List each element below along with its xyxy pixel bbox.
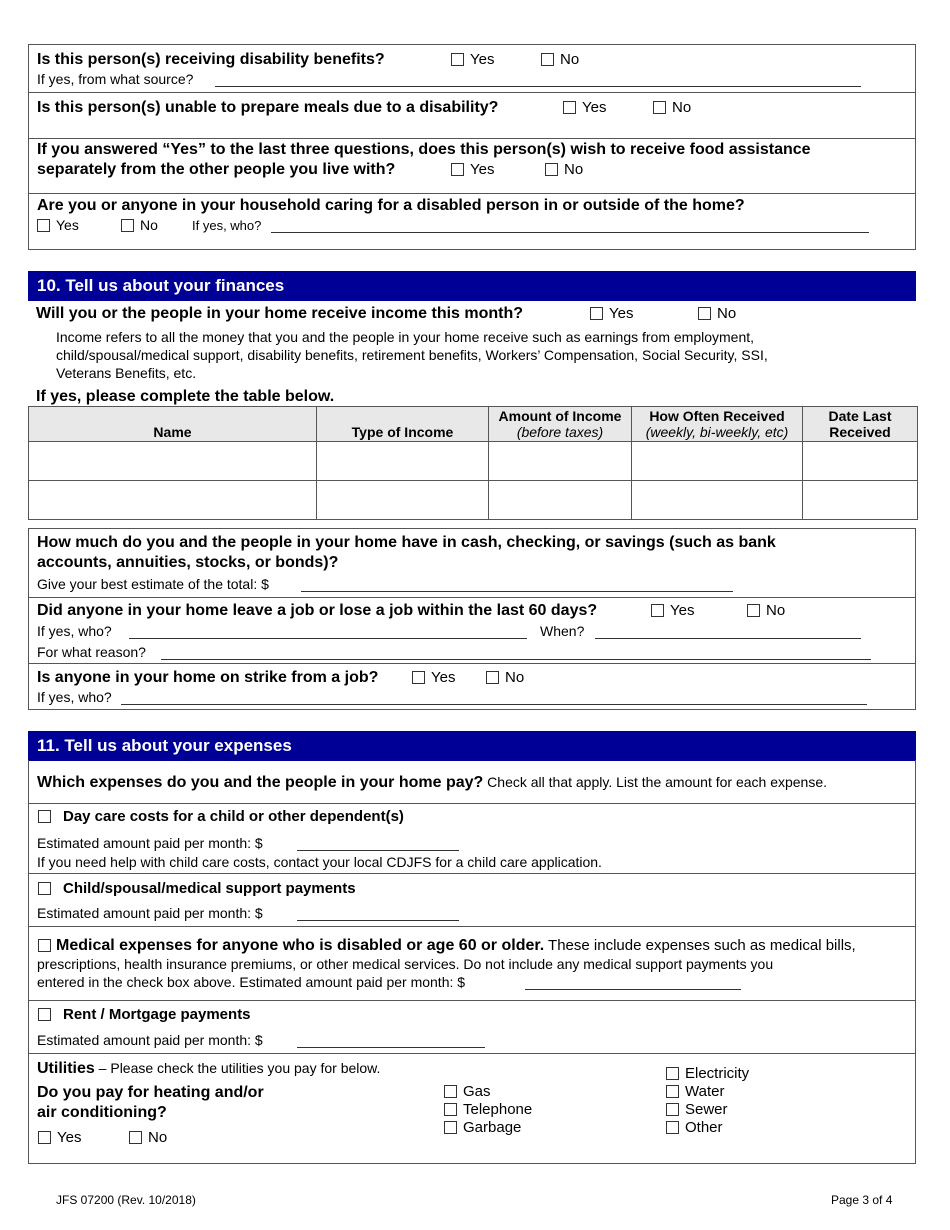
- checkbox[interactable]: [121, 219, 134, 232]
- table-cell[interactable]: [489, 481, 632, 520]
- job-loss-who-field[interactable]: [129, 638, 527, 639]
- disability-questions-box: [28, 44, 916, 250]
- utility-water[interactable]: Water: [666, 1083, 724, 1101]
- table-cell[interactable]: [632, 442, 803, 481]
- medical-amount-field[interactable]: [525, 989, 741, 990]
- income-description-line2: child/spousal/medical support, disability benefits, retirement benefits, Workers’ Compensation, Social Security, SSI,: [56, 347, 768, 363]
- checkbox[interactable]: [666, 1067, 679, 1080]
- row-divider: [29, 138, 915, 139]
- row-divider: [29, 193, 915, 194]
- separate-assistance-question-cont: separately from the other people you live with?: [37, 161, 396, 178]
- job-loss-reason-field[interactable]: [161, 659, 871, 660]
- medical-expenses-text-line3: entered in the check box above. Estimated amount paid per month: $: [37, 974, 466, 990]
- heating-no[interactable]: No: [129, 1129, 167, 1147]
- checkbox[interactable]: [38, 882, 51, 895]
- income-no[interactable]: No: [698, 305, 736, 323]
- utility-telephone[interactable]: Telephone: [444, 1101, 532, 1119]
- table-cell[interactable]: [803, 442, 918, 481]
- caring-question: Are you or anyone in your household caring for a disabled person in or outside of the home?: [37, 197, 745, 214]
- rent-amount-field[interactable]: [297, 1047, 485, 1048]
- strike-question: Is anyone in your home on strike from a job?: [37, 669, 379, 686]
- checkbox[interactable]: [444, 1103, 457, 1116]
- support-amount-field[interactable]: [297, 920, 459, 921]
- daycare-amount-field[interactable]: [297, 850, 459, 851]
- utility-garbage[interactable]: Garbage: [444, 1119, 521, 1137]
- assets-jobs-box: [28, 528, 916, 710]
- caring-who-label: If yes, who?: [192, 218, 262, 233]
- checkbox[interactable]: [747, 604, 760, 617]
- col-header-date: Date Last Received: [803, 407, 918, 442]
- checkbox[interactable]: [666, 1085, 679, 1098]
- col-header-type: Type of Income: [317, 407, 489, 442]
- complete-table-instruction: If yes, please complete the table below.: [36, 388, 335, 405]
- row-divider: [29, 926, 915, 927]
- caring-no[interactable]: No: [121, 217, 158, 234]
- income-description-line1: Income refers to all the money that you and the people in your home receive such as earnings from employment,: [56, 329, 755, 345]
- income-yes[interactable]: Yes: [590, 305, 633, 323]
- job-loss-when-field[interactable]: [595, 638, 861, 639]
- utility-electricity[interactable]: Electricity: [666, 1065, 749, 1083]
- support-checkbox[interactable]: Child/spousal/medical support payments: [38, 880, 356, 898]
- job-loss-yes[interactable]: Yes: [651, 602, 694, 620]
- col-header-name: Name: [29, 407, 317, 442]
- job-loss-question: Did anyone in your home leave a job or lose a job within the last 60 days?: [37, 602, 598, 619]
- form-id: JFS 07200 (Rev. 10/2018): [56, 1193, 196, 1207]
- row-divider: [29, 1000, 915, 1001]
- strike-no[interactable]: No: [486, 669, 524, 687]
- checkbox[interactable]: [451, 163, 464, 176]
- support-amount-label: Estimated amount paid per month: $: [37, 905, 263, 921]
- strike-yes[interactable]: Yes: [412, 669, 455, 687]
- row-divider: [29, 92, 915, 93]
- row-divider: [29, 663, 915, 664]
- strike-who-label: If yes, who?: [37, 689, 112, 705]
- checkbox[interactable]: [38, 939, 51, 952]
- rent-checkbox[interactable]: Rent / Mortgage payments: [38, 1006, 251, 1024]
- utility-gas[interactable]: Gas: [444, 1083, 491, 1101]
- table-cell[interactable]: [803, 481, 918, 520]
- checkbox[interactable]: [37, 219, 50, 232]
- table-row: [29, 481, 918, 520]
- disability-source-label: If yes, from what source?: [37, 71, 194, 87]
- finances-section-header: 10. Tell us about your finances: [28, 271, 916, 301]
- daycare-amount-label: Estimated amount paid per month: $: [37, 835, 263, 851]
- checkbox[interactable]: [541, 53, 554, 66]
- unable-meals-no[interactable]: No: [653, 99, 691, 117]
- checkbox[interactable]: [451, 53, 464, 66]
- medical-expenses-text-line2: prescriptions, health insurance premiums, or other medical services. Do not include any medical support payments you: [37, 956, 774, 972]
- heating-yes[interactable]: Yes: [38, 1129, 81, 1147]
- table-header-row: [29, 407, 918, 442]
- row-divider: [29, 597, 915, 598]
- checkbox[interactable]: [486, 671, 499, 684]
- best-estimate-label: Give your best estimate of the total: $: [37, 576, 269, 592]
- checkbox[interactable]: [38, 1008, 51, 1021]
- cash-question: How much do you and the people in your home have in cash, checking, or savings (such as bank: [37, 534, 776, 551]
- unable-meals-yes[interactable]: Yes: [563, 99, 606, 117]
- separate-assistance-question: If you answered “Yes” to the last three questions, does this person(s) wish to receive food assistance: [37, 141, 811, 158]
- table-cell[interactable]: [317, 442, 489, 481]
- checkbox[interactable]: [563, 101, 576, 114]
- income-description-line3: Veterans Benefits, etc.: [56, 365, 197, 381]
- checkbox[interactable]: [38, 1131, 51, 1144]
- strike-who-field[interactable]: [121, 704, 867, 705]
- job-loss-reason-label: For what reason?: [37, 644, 146, 660]
- col-header-frequency: How Often Received (weekly, bi-weekly, etc): [632, 407, 803, 442]
- checkbox[interactable]: [698, 307, 711, 320]
- checkbox[interactable]: [653, 101, 666, 114]
- rent-amount-label: Estimated amount paid per month: $: [37, 1032, 263, 1048]
- unable-meals-question: Is this person(s) unable to prepare meals due to a disability?: [37, 99, 499, 116]
- table-cell[interactable]: [489, 442, 632, 481]
- checkbox[interactable]: [651, 604, 664, 617]
- job-loss-when-label: When?: [540, 623, 585, 639]
- checkbox[interactable]: [666, 1121, 679, 1134]
- page-number: Page 3 of 4: [831, 1193, 893, 1207]
- row-divider: [29, 803, 915, 804]
- table-cell[interactable]: [317, 481, 489, 520]
- which-expenses-question: Which expenses do you and the people in your home pay? Check all that apply. List the amount for each expense.: [37, 774, 828, 791]
- income-table: [28, 406, 918, 520]
- caring-yes[interactable]: Yes: [37, 217, 79, 234]
- disability-benefits-question: Is this person(s) receiving disability benefits?: [37, 51, 385, 68]
- col-header-amount: Amount of Income (before taxes): [489, 407, 632, 442]
- utilities-label: Utilities – Please check the utilities you pay for below.: [37, 1060, 381, 1077]
- checkbox[interactable]: [590, 307, 603, 320]
- heating-question: Do you pay for heating and/or: [37, 1084, 264, 1101]
- table-cell[interactable]: [29, 442, 317, 481]
- medical-expenses-checkbox[interactable]: Medical expenses for anyone who is disabled or age 60 or older. These include expenses such as medical bills,: [38, 936, 856, 955]
- separate-assistance-no[interactable]: No: [545, 161, 583, 179]
- checkbox[interactable]: [444, 1085, 457, 1098]
- daycare-help-text: If you need help with child care costs, contact your local CDJFS for a child care application.: [37, 854, 602, 870]
- row-divider: [29, 873, 915, 874]
- checkbox[interactable]: [545, 163, 558, 176]
- utility-other[interactable]: Other: [666, 1119, 723, 1137]
- table-cell[interactable]: [29, 481, 317, 520]
- utility-sewer[interactable]: Sewer: [666, 1101, 728, 1119]
- cash-question-cont: accounts, annuities, stocks, or bonds)?: [37, 554, 339, 571]
- job-loss-who-label: If yes, who?: [37, 623, 112, 639]
- checkbox[interactable]: [444, 1121, 457, 1134]
- disability-benefits-no[interactable]: No: [541, 51, 579, 69]
- expenses-box: [28, 760, 916, 1164]
- heating-question-cont: air conditioning?: [37, 1104, 167, 1121]
- job-loss-no[interactable]: No: [747, 602, 785, 620]
- income-question: Will you or the people in your home receive income this month?: [36, 305, 524, 322]
- table-cell[interactable]: [632, 481, 803, 520]
- disability-benefits-yes[interactable]: Yes: [451, 51, 494, 69]
- expenses-section-header: 11. Tell us about your expenses: [28, 731, 916, 761]
- separate-assistance-yes[interactable]: Yes: [451, 161, 494, 179]
- checkbox[interactable]: [129, 1131, 142, 1144]
- daycare-checkbox[interactable]: Day care costs for a child or other dependent(s): [38, 808, 404, 826]
- checkbox[interactable]: [38, 810, 51, 823]
- caring-who-field[interactable]: [271, 232, 869, 233]
- best-estimate-field[interactable]: [301, 591, 733, 592]
- checkbox[interactable]: [412, 671, 425, 684]
- table-row: [29, 442, 918, 481]
- disability-source-field[interactable]: [215, 86, 861, 87]
- row-divider: [29, 1053, 915, 1054]
- checkbox[interactable]: [666, 1103, 679, 1116]
